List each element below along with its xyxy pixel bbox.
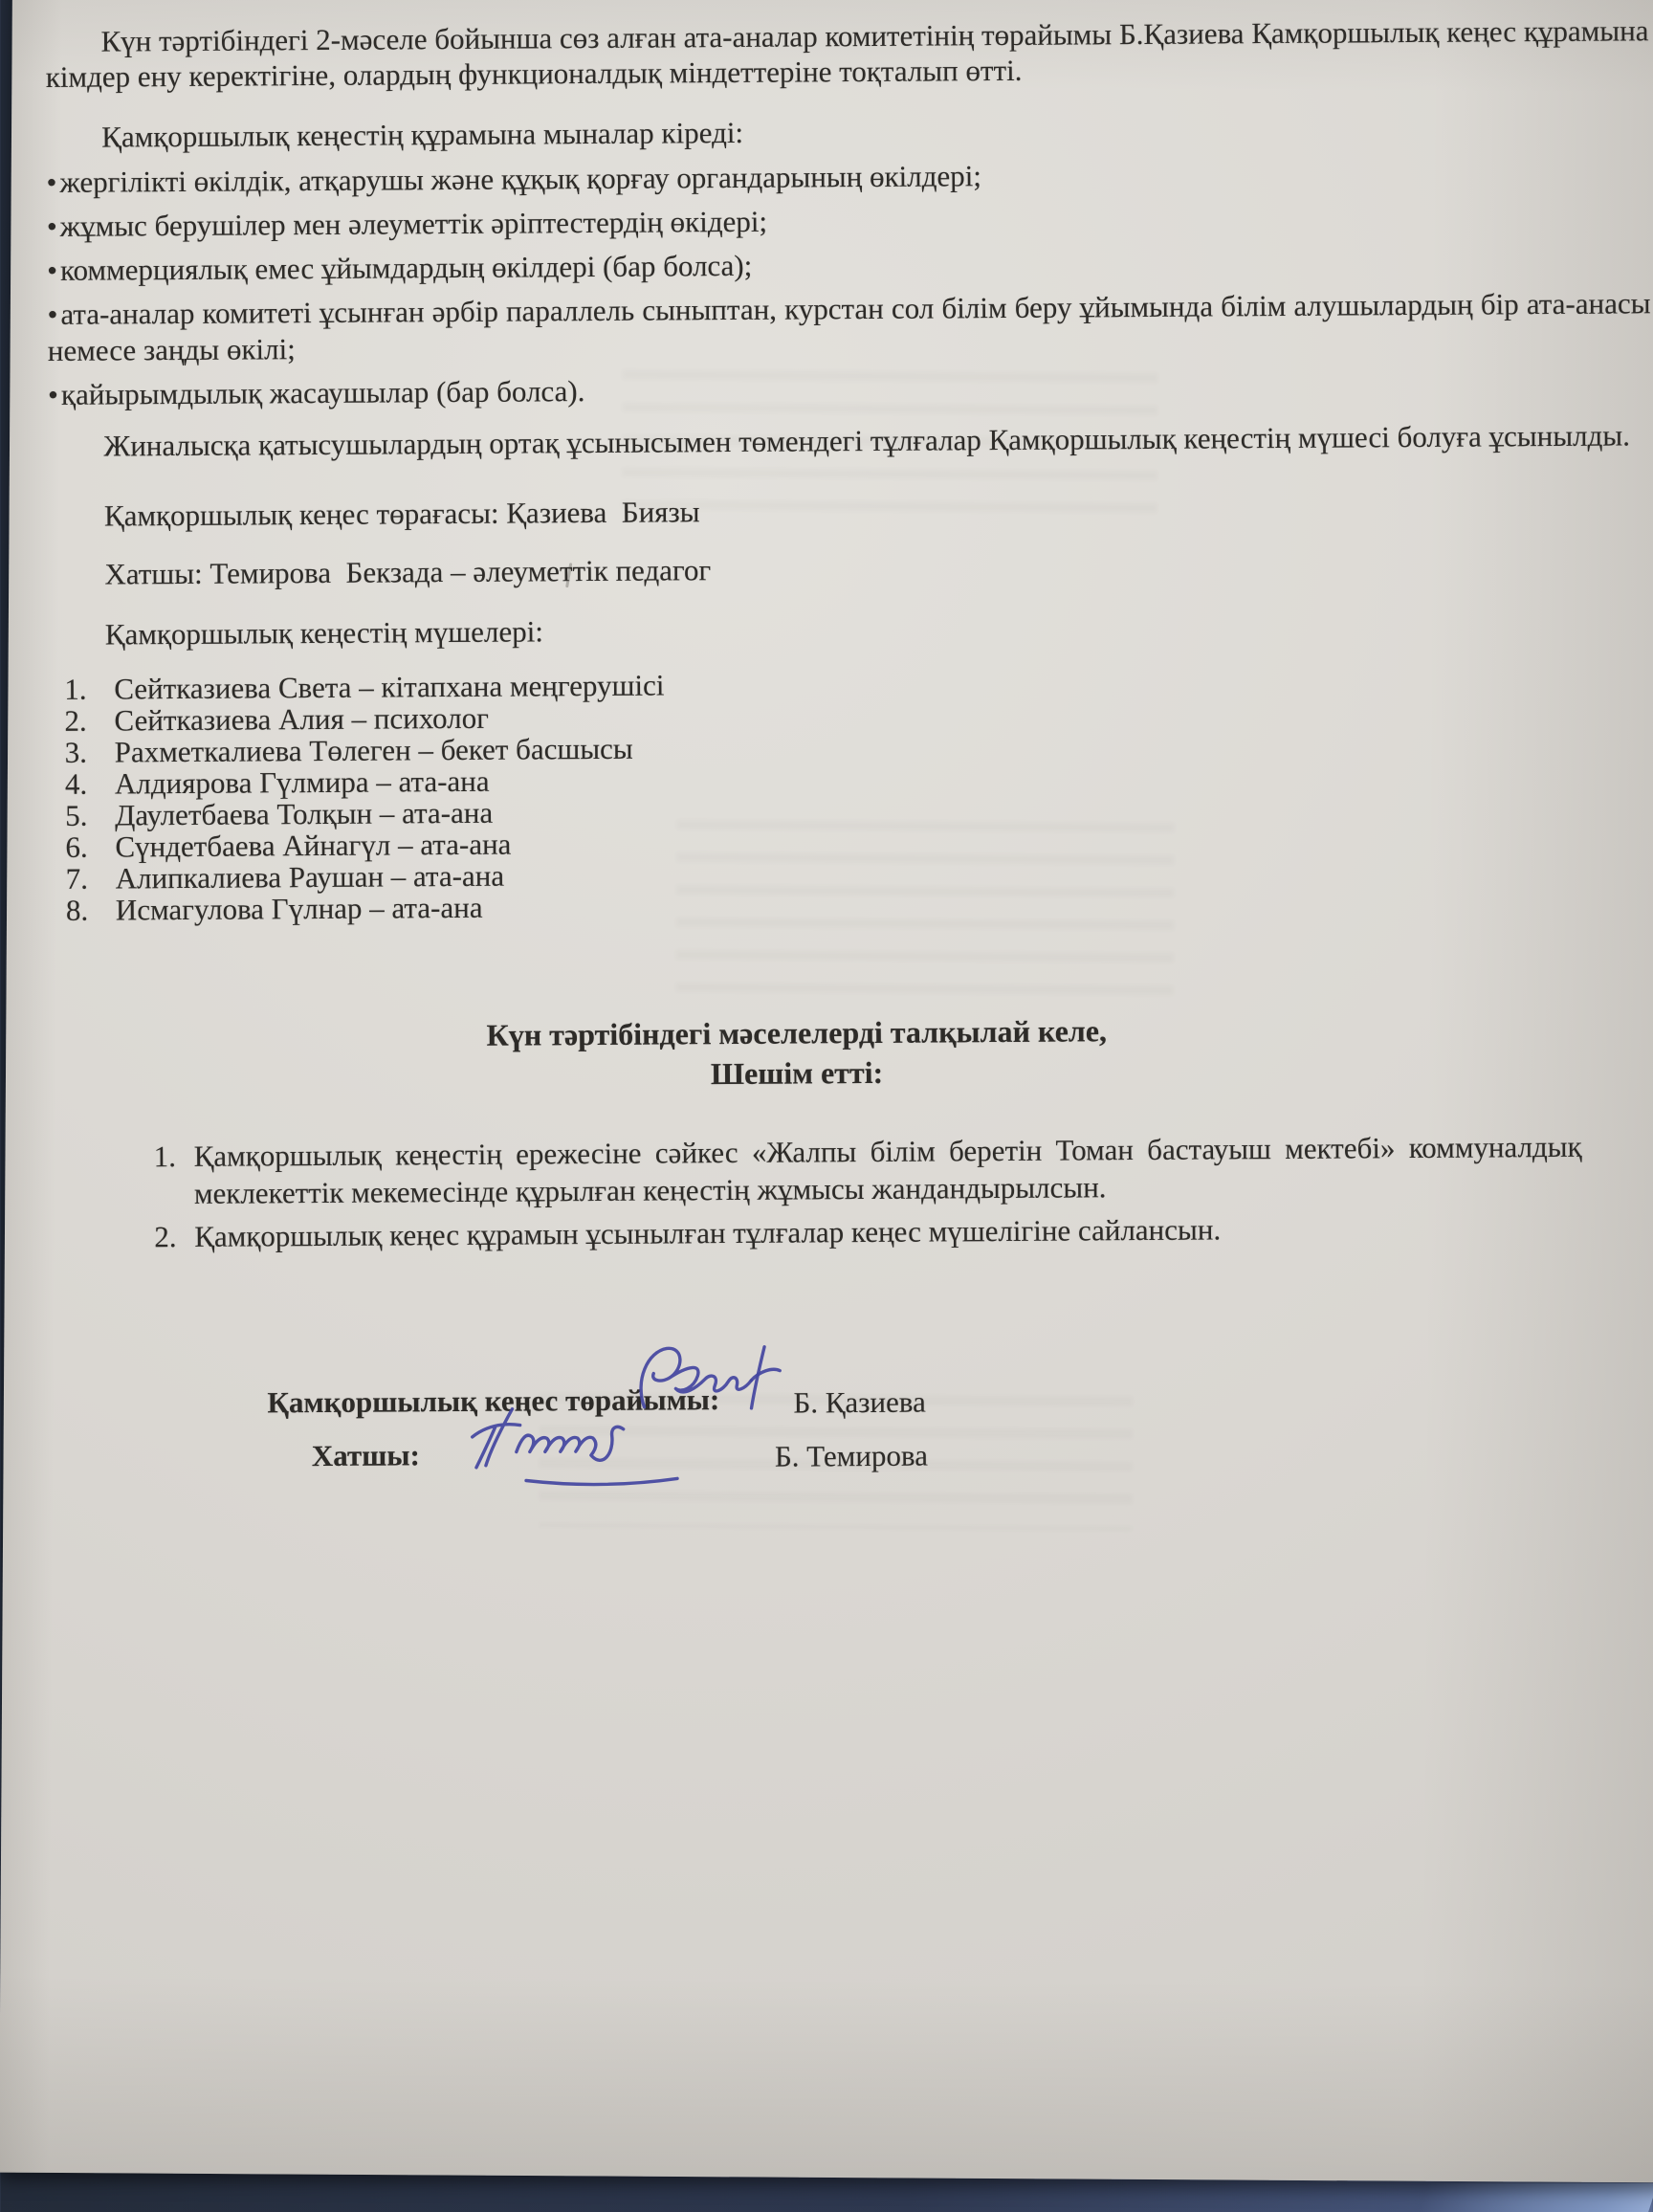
decision-heading [53,1006,1653,1098]
bullet-text: ата-аналар комитеті ұсынған әрбір параллель сыныптан, курстан сол білім беру ұйымында білім алушылардың бір ата-анасы немесе заңды өкілі; [47,286,1651,367]
bullet-marker: • [47,377,59,411]
bullet-item [48,365,1651,413]
member-item: Исмагулова Гүлнар – ата-ана [115,890,483,927]
decision-heading-line: Шешім етті: [710,1054,884,1092]
bullet-text: жұмыс берушілер мен әлеуметтік әріптестердің өкідері; [59,204,768,243]
proposal-paragraph: Жиналысқа қатысушылардың ортақ ұсынысымен төмендегі тұлғалар Қамқоршылық кеңестің мүшесі болуға ұсынылды. [103,418,1631,463]
composition-heading: Қамқоршылық кеңестің құрамына мыналар кіреді: [101,115,744,154]
secretary-name: Б. Темирова [774,1438,929,1473]
decisions-list [154,1128,1583,1255]
bullet-marker: • [47,253,58,287]
chair-name: Б. Қазиева [793,1384,926,1420]
secretary-line: Хатшы: Темирова Бекзада – әлеуметтік педагог [104,553,712,591]
signature-block [55,1348,1653,1580]
member-item: Сейтказиева Света – кітапхана меңгерушісі [114,668,665,706]
member-item: Алдиярова Гүлмира – ата-ана [114,763,490,801]
decision-heading-line: Күн тәртібіндегі мәселелерді талқылай келе, [486,1013,1108,1052]
bullet-text: коммерциялық емес ұйымдардың өкілдері (бар болса); [59,248,753,287]
chair-signature-label: Қамқоршылық кеңес төрайымы: [267,1382,720,1420]
secretary-signature-label: Хатшы: [311,1438,420,1473]
member-item: Сүндетбаева Айнагүл – ата-ана [115,827,512,864]
bullet-marker: • [46,165,57,199]
secretary-signature-ink [466,1393,792,1500]
decision-item: Қамқоршылық кеңес құрамын ұсынылған тұлғалар кеңес мүшелігіне сайлансын. [194,1212,1222,1253]
member-item: Сейтказиева Алия – психолог [114,700,489,738]
members-heading: Қамқоршылық кеңестің мүшелері: [104,614,544,652]
desk-surface-glint [1419,2183,1653,2212]
bullet-text: қайырымдылық жасаушылар (бар болса). [60,374,585,411]
member-item: Даулетбаева Толқын – ата-ана [115,795,494,832]
bullet-text: жергілікті өкілдік, атқарушы және құқық қорғау органдарының өкілдері; [59,159,982,199]
document-text [12,0,1653,1580]
bullet-item [47,197,1650,245]
bullet-item [47,241,1650,289]
bullet-item [46,153,1649,201]
council-chair-line: Қамқоршылық кеңес төрағасы: Қазиева Биязы [103,495,700,533]
member-item: Рахметкалиева Төлеген – бекет басшысы [114,731,633,769]
composition-bullet-list [46,153,1651,413]
bullet-marker: • [47,297,58,331]
intro-paragraph: Күн тәртібіндегі 2-мәселе бойынша сөз алған ата-аналар комитетінің төрайымы Б.Қазиева Қамқоршылық кеңес құрамына кімдер ену керектігіне, олардың функционалдық міндеттеріне тоқталып өтті. [45,13,1649,94]
members-list [64,662,1653,926]
bullet-marker: • [46,209,57,243]
decision-item: Қамқоршылық кеңестің ережесіне сәйкес «Жалпы білім беретін Томан бастауыш мектебі» коммуналдық меклекеттік мекемесінде құрылған кеңестің жұмысы жандандырылсын. [193,1129,1582,1210]
bullet-item [47,285,1650,369]
member-item: Алипкалиева Раушан – ата-ана [115,858,505,896]
